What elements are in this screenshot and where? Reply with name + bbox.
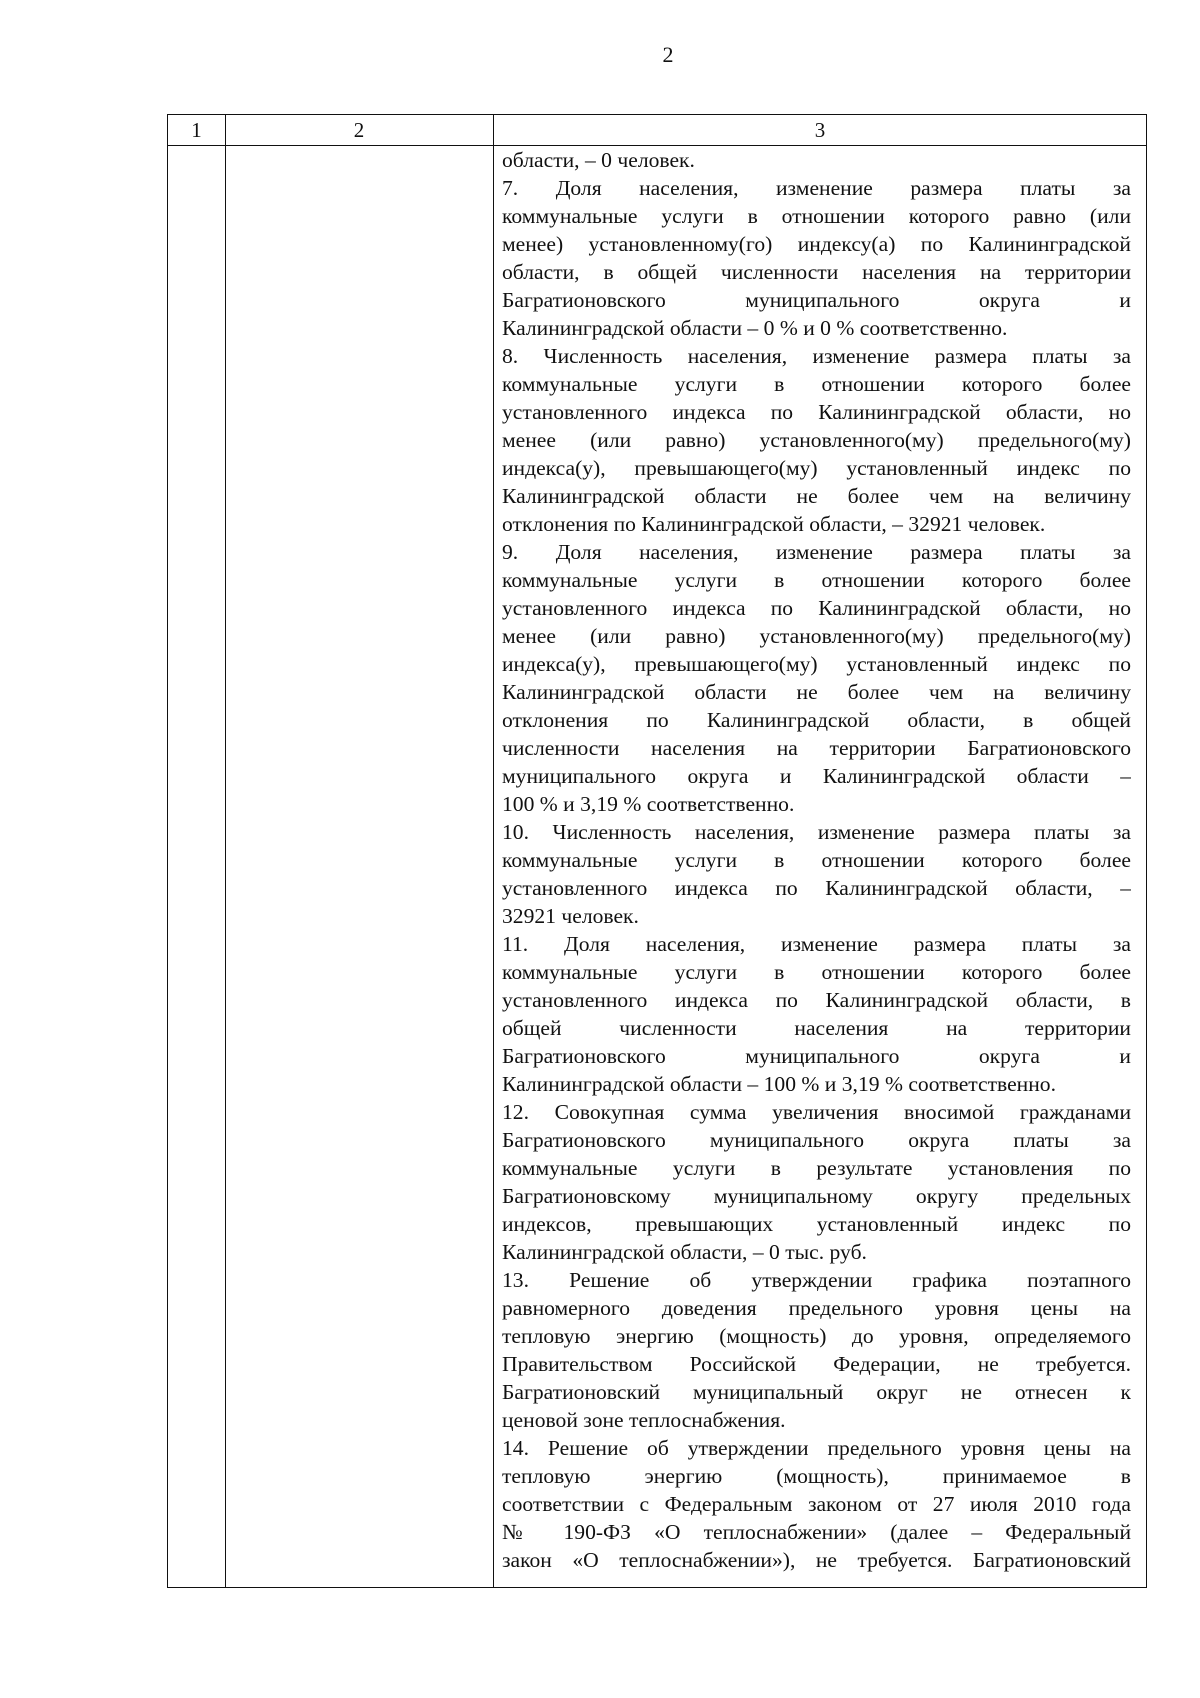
text-line: Багратионовского муниципального округа платы за: [502, 1128, 1131, 1152]
text-line: ценовой зоне теплоснабжения.: [502, 1408, 786, 1432]
text-line: 11. Доля населения, изменение размера платы за: [502, 932, 1131, 956]
text-line: установленного индекса по Калининградской области, –: [502, 876, 1131, 900]
text-line: 8. Численность населения, изменение размера платы за: [502, 344, 1131, 368]
text-line: Калининградской области – 0 % и 0 % соответственно.: [502, 316, 1008, 340]
text-line: области, – 0 человек.: [502, 148, 695, 172]
text-line: индексов, превышающих установленный индекс по: [502, 1212, 1131, 1236]
header-cell-1: 1: [191, 118, 202, 142]
page-number: 2: [662, 42, 674, 67]
text-line: 10. Численность населения, изменение размера платы за: [502, 820, 1131, 844]
text-line: Калининградской области не более чем на величину: [502, 680, 1131, 704]
text-line: муниципального округа и Калининградской области –: [502, 764, 1131, 788]
text-line: отклонения по Калининградской области, – 32921 человек.: [502, 512, 1046, 536]
text-line: коммунальные услуги в отношении которого более: [502, 960, 1131, 984]
text-line: коммунальные услуги в результате установления по: [502, 1156, 1131, 1180]
text-line: индекса(у), превышающего(му) установленный индекс по: [502, 456, 1131, 480]
text-line: общей численности населения на территории: [502, 1016, 1131, 1040]
header-cell-3: 3: [814, 118, 826, 142]
text-line: установленного индекса по Калининградской области, но: [502, 400, 1131, 424]
text-line: Багратионовскому муниципальному округу предельных: [502, 1184, 1131, 1208]
text-line: тепловую энергию (мощность) до уровня, определяемого: [502, 1324, 1131, 1348]
text-line: 7. Доля населения, изменение размера платы за: [502, 176, 1131, 200]
text-line: Багратионовского муниципального округа и: [502, 1044, 1131, 1068]
text-line: 14. Решение об утверждении предельного уровня цены на: [502, 1436, 1131, 1460]
header-cell-2: 2: [353, 118, 365, 142]
text-line: № 190-ФЗ «О теплоснабжении» (далее – Федеральный: [502, 1520, 1131, 1544]
column-divider-1: [225, 115, 226, 1587]
text-line: коммунальные услуги в отношении которого равно (или: [502, 204, 1131, 228]
text-line: менее (или равно) установленного(му) предельного(му): [502, 428, 1131, 452]
text-line: закон «О теплоснабжении»), не требуется. Багратионовский: [502, 1548, 1131, 1572]
text-line: области, в общей численности населения на территории: [502, 260, 1131, 284]
text-line: индекса(у), превышающего(му) установленный индекс по: [502, 652, 1131, 676]
text-line: равномерного доведения предельного уровня цены на: [502, 1296, 1131, 1320]
text-line: Багратионовский муниципальный округ не отнесен к: [502, 1380, 1131, 1404]
text-line: установленного индекса по Калининградской области, в: [502, 988, 1131, 1012]
text-line: менее (или равно) установленного(му) предельного(му): [502, 624, 1131, 648]
text-line: соответствии с Федеральным законом от 27 июля 2010 года: [502, 1492, 1131, 1516]
text-line: Калининградской области – 100 % и 3,19 % соответственно.: [502, 1072, 1056, 1096]
text-line: отклонения по Калининградской области, в общей: [502, 708, 1131, 732]
text-line: Правительством Российской Федерации, не требуется.: [502, 1352, 1131, 1376]
text-line: коммунальные услуги в отношении которого более: [502, 568, 1131, 592]
text-line: коммунальные услуги в отношении которого более: [502, 848, 1131, 872]
text-line: Багратионовского муниципального округа и: [502, 288, 1131, 312]
text-line: численности населения на территории Багратионовского: [502, 736, 1131, 760]
column-divider-2: [493, 115, 494, 1587]
text-line: коммунальные услуги в отношении которого более: [502, 372, 1131, 396]
text-line: 100 % и 3,19 % соответственно.: [502, 792, 795, 816]
text-line: Калининградской области, – 0 тыс. руб.: [502, 1240, 867, 1264]
column-3-text: [502, 146, 1131, 1574]
text-line: 9. Доля населения, изменение размера платы за: [502, 540, 1131, 564]
text-line: менее) установленному(го) индексу(а) по Калининградской: [502, 232, 1131, 256]
text-line: установленного индекса по Калининградской области, но: [502, 596, 1131, 620]
text-line: Калининградской области не более чем на величину: [502, 484, 1131, 508]
text-line: 32921 человек.: [502, 904, 639, 928]
text-line: 13. Решение об утверждении графика поэтапного: [502, 1268, 1131, 1292]
text-line: тепловую энергию (мощность), принимаемое в: [502, 1464, 1131, 1488]
text-line: 12. Совокупная сумма увеличения вносимой гражданами: [502, 1100, 1131, 1124]
